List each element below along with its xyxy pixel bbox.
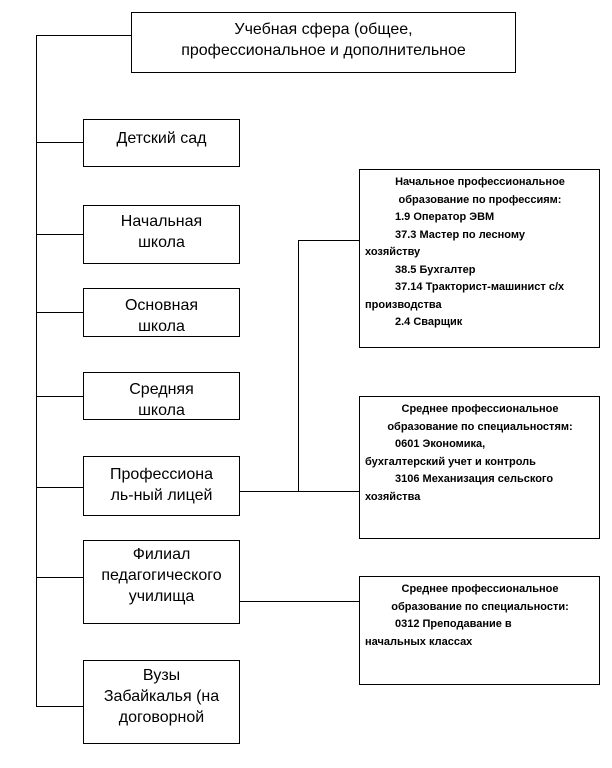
kindergarten-box — [83, 119, 240, 167]
connector-to-basic-school — [36, 312, 83, 313]
specialty-item-continuation: начальных классах — [365, 635, 473, 648]
connector-to-secondary-vocational — [298, 491, 359, 492]
education-sphere-title-line-1: Учебная сфера (общее, — [234, 21, 413, 38]
education-sphere-title-line-2: профессиональное и дополнительное — [181, 42, 466, 59]
specialty-item: 3106 Механизация сельского — [395, 473, 554, 485]
pedagogical-college-label-line-2: педагогического — [101, 567, 222, 584]
connector-to-lyceum — [36, 487, 83, 488]
profession-item: 1.9 Оператор ЭВМ — [395, 211, 495, 223]
secondary-school-label-line-2: школа — [138, 402, 185, 419]
profession-item: 37.3 Мастер по лесному — [395, 228, 525, 241]
universities-label-line-1: Вузы — [142, 667, 181, 684]
connector-lyceum-out — [240, 491, 298, 492]
initial-vocational-heading-line-2: образование по профессиям: — [398, 193, 562, 206]
connector-to-universities — [36, 706, 83, 707]
secondary-vocational-teaching-box — [359, 576, 600, 685]
vocational-lyceum-box — [83, 456, 240, 516]
vocational-lyceum-label-line-2: ль-ный лицей — [110, 487, 213, 504]
teaching-heading-line-2: образование по специальности: — [391, 600, 569, 613]
secondary-vocational-heading-line-2: образование по специальностям: — [387, 420, 573, 433]
connector-to-initial-vocational — [298, 240, 359, 241]
teaching-heading-line-1: Среднее профессиональное — [401, 583, 559, 595]
pedagogical-college-label-line-3: училища — [128, 588, 195, 605]
profession-item: 2.4 Сварщик — [395, 316, 463, 328]
primary-school-label-line-2: школа — [138, 234, 185, 251]
universities-label-line-3: договорной — [118, 709, 205, 726]
secondary-school-box — [83, 372, 240, 420]
vocational-lyceum-label-line-1: Профессиона — [110, 466, 213, 483]
profession-item: 37.14 Тракторист-машинист с/х — [395, 281, 565, 293]
basic-school-box — [83, 288, 240, 337]
profession-item-continuation: хозяйству — [365, 246, 421, 258]
specialty-item: 0601 Экономика, — [395, 438, 486, 450]
specialty-item-continuation: хозяйства — [365, 490, 421, 503]
secondary-vocational-heading-line-1: Среднее профессиональное — [401, 403, 559, 415]
connector-to-secondary-school — [36, 396, 83, 397]
connector-trunk — [36, 35, 37, 707]
initial-vocational-heading-line-1: Начальное профессиональное — [395, 176, 565, 188]
connector-to-college — [36, 577, 83, 578]
pedagogical-college-label-line-1: Филиал — [132, 546, 191, 563]
connector-trunk-to-title — [36, 35, 131, 36]
initial-vocational-box — [359, 169, 600, 348]
connector-to-kindergarten — [36, 142, 83, 143]
profession-item: 38.5 Бухгалтер — [395, 263, 476, 276]
specialty-item-continuation: бухгалтерский учет и контроль — [365, 455, 536, 468]
universities-label-line-2: Забайкалья (на — [103, 688, 220, 705]
basic-school-label-line-1: Основная — [124, 297, 199, 314]
pedagogical-college-box — [83, 540, 240, 624]
kindergarten-label: Детский сад — [116, 130, 207, 147]
specialty-item: 0312 Преподавание в — [395, 618, 512, 630]
profession-item-continuation: производства — [365, 298, 442, 311]
secondary-vocational-specialties-box — [359, 396, 600, 539]
basic-school-label-line-2: школа — [138, 318, 185, 335]
connector-college-to-teaching — [240, 601, 359, 602]
primary-school-box — [83, 205, 240, 264]
secondary-school-label-line-1: Средняя — [129, 381, 194, 398]
connector-lyceum-branch — [298, 240, 299, 492]
education-sphere-box — [131, 12, 516, 73]
primary-school-label-line-1: Начальная — [120, 213, 203, 230]
universities-box — [83, 660, 240, 744]
connector-to-primary-school — [36, 234, 83, 235]
